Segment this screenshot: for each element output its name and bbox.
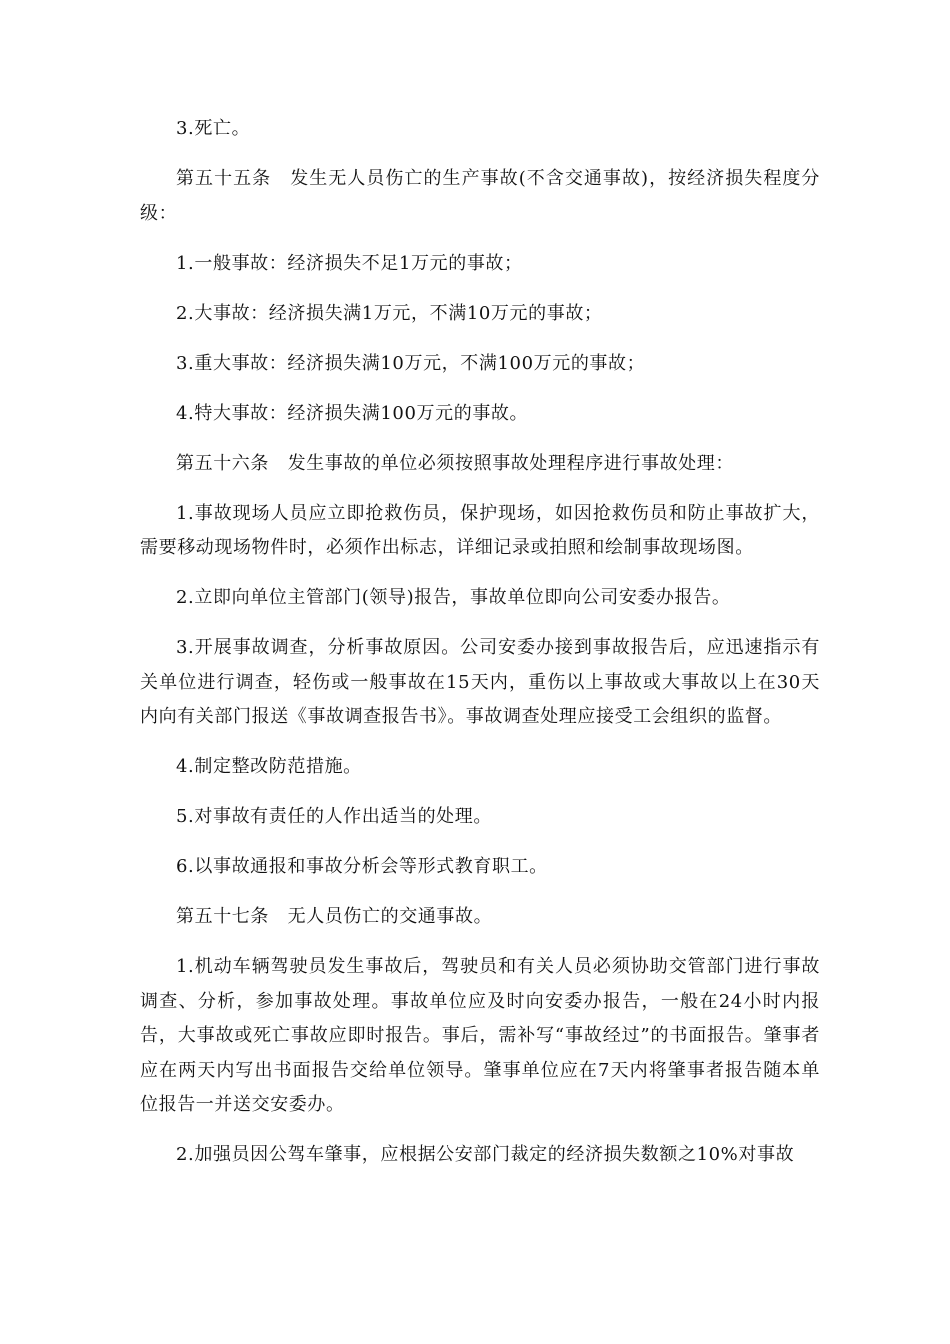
paragraph-serious-accident: 3.重大事故：经济损失满10万元，不满100万元的事故；: [176, 352, 646, 374]
paragraph-report: 2.立即向单位主管部门(领导)报告，事故单位即向公司安委办报告。: [176, 587, 731, 608]
paragraph-article-57: 第五十七条 无人员伤亡的交通事故。: [176, 906, 493, 927]
paragraph-rectification: 4.制定整改防范措施。: [176, 756, 362, 777]
paragraph-death-item: 3.死亡。: [176, 118, 251, 139]
paragraph-major-accident: 2.大事故：经济损失满1万元，不满10万元的事故；: [176, 302, 603, 324]
paragraph-article-55: 第五十五条 发生无人员伤亡的生产事故(不含交通事故)，按经济损失程度分级：: [140, 168, 820, 224]
paragraph-driver-liability: 2.加强员因公驾车肇事，应根据公安部门裁定的经济损失数额之10%对事故: [176, 1144, 795, 1165]
paragraph-extraordinary-accident: 4.特大事故：经济损失满100万元的事故。: [176, 402, 529, 424]
paragraph-vehicle-accident: 1.机动车辆驾驶员发生事故后，驾驶员和有关人员必须协助交管部门进行事故调查、分析，参加事故处理。事故单位应及时向安委办报告，一般在24小时内报告，大事故或死亡事故应即时报告。事后，需补写“事故经过”的书面报告。肇事者应在两天内写出书面报告交给单位领导。肇事单位应在7天内将肇事者报告随本单位报告一并送交安委办。: [140, 956, 820, 1115]
paragraph-responsibility: 5.对事故有责任的人作出适当的处理。: [176, 806, 492, 827]
document-body: [140, 112, 820, 1188]
paragraph-education: 6.以事故通报和事故分析会等形式教育职工。: [176, 856, 548, 877]
paragraph-rescue-scene: 1.事故现场人员应立即抢救伤员，保护现场，如因抢救伤员和防止事故扩大，需要移动现场物件时，必须作出标志，详细记录或拍照和绘制事故现场图。: [140, 502, 820, 558]
paragraph-general-accident: 1.一般事故：经济损失不足1万元的事故；: [176, 252, 523, 274]
paragraph-investigation: 3.开展事故调查，分析事故原因。公司安委办接到事故报告后，应迅速指示有关单位进行调查，轻伤或一般事故在15天内，重伤以上事故或大事故以上在30天内向有关部门报送《事故调查报告书》。事故调查处理应接受工会组织的监督。: [140, 637, 820, 727]
paragraph-article-56: 第五十六条 发生事故的单位必须按照事故处理程序进行事故处理：: [176, 452, 734, 474]
